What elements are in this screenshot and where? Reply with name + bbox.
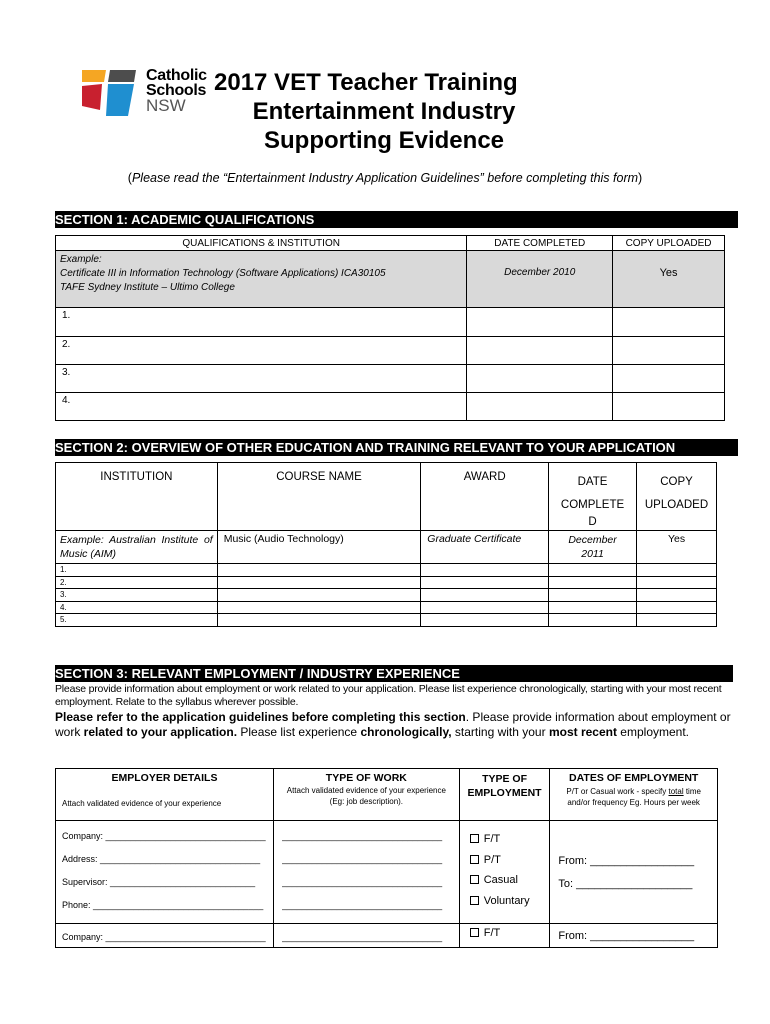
s2-example-copy: Yes bbox=[637, 531, 717, 564]
s3-entry-1-employment bbox=[459, 821, 550, 924]
s1-example-line1: Certificate III in Information Technology (Software Applications) ICA30105 bbox=[60, 268, 386, 279]
s2-row-1-award[interactable] bbox=[421, 564, 549, 577]
s1-example-date: December 2010 bbox=[467, 251, 613, 308]
s3-header-employment: TYPE OF EMPLOYMENT bbox=[459, 769, 550, 821]
title-line-3: Supporting Evidence bbox=[263, 127, 505, 154]
type-of-work-line-1[interactable]: ________________________________ bbox=[281, 831, 443, 841]
s1-row-2-date[interactable] bbox=[467, 337, 613, 365]
s3-entry-1-dates bbox=[550, 821, 718, 924]
checkbox-icon bbox=[470, 928, 479, 937]
date-from-field-2[interactable]: From: _________________ bbox=[558, 930, 695, 942]
checkbox-icon bbox=[470, 834, 479, 843]
option-ft-2[interactable]: F/T bbox=[470, 925, 550, 943]
type-of-work-line-2[interactable]: ________________________________ bbox=[281, 854, 443, 864]
s2-row-5-date[interactable] bbox=[549, 614, 637, 627]
date-to-field[interactable]: To: ___________________ bbox=[558, 878, 693, 890]
s3-header-type: TYPE OF WORK Attach validated evidence of your experience (Eg: job description). bbox=[273, 769, 459, 821]
s1-example-line2: TAFE Sydney Institute – Ultimo College bbox=[60, 282, 235, 293]
s1-header-copy: COPY UPLOADED bbox=[613, 236, 725, 251]
s1-row-1-copy[interactable] bbox=[613, 308, 725, 337]
s1-header-date: DATE COMPLETED bbox=[467, 236, 613, 251]
supervisor-field[interactable]: Supervisor: _____________________________ bbox=[62, 877, 256, 887]
s2-row-2-date[interactable] bbox=[549, 576, 637, 589]
s1-row-3[interactable]: 3. bbox=[56, 365, 467, 393]
s3-header-employer: EMPLOYER DETAILS Attach validated evidence of your experience bbox=[56, 769, 274, 821]
s1-row-3-copy[interactable] bbox=[613, 365, 725, 393]
option-casual[interactable]: Casual bbox=[470, 870, 550, 891]
s2-row-2[interactable]: 2. bbox=[56, 576, 218, 589]
section3-table bbox=[55, 768, 718, 948]
s2-row-1-date[interactable] bbox=[549, 564, 637, 577]
s1-row-2[interactable]: 2. bbox=[56, 337, 467, 365]
logo-line-schools: Schools bbox=[146, 82, 207, 99]
s2-header-copy: COPY UPLOADED bbox=[637, 463, 717, 531]
s2-row-2-award[interactable] bbox=[421, 576, 549, 589]
phone-field[interactable]: Phone: __________________________________ bbox=[62, 900, 264, 910]
title-line-2: Entertainment Industry bbox=[252, 98, 516, 125]
section2-table bbox=[55, 462, 717, 627]
section2-heading: SECTION 2: OVERVIEW OF OTHER EDUCATION AND TRAINING RELEVANT TO YOUR APPLICATION bbox=[55, 439, 738, 456]
s2-row-1-course[interactable] bbox=[217, 564, 421, 577]
catholic-schools-logo bbox=[80, 68, 216, 118]
s1-row-1[interactable]: 1. bbox=[56, 308, 467, 337]
s2-example-institution: Example: Australian Institute of Music (AIM) bbox=[56, 531, 218, 564]
s1-row-3-date[interactable] bbox=[467, 365, 613, 393]
checkbox-icon bbox=[470, 855, 479, 864]
s2-header-date: DATE COMPLETE D bbox=[549, 463, 637, 531]
checkbox-icon bbox=[470, 875, 479, 884]
section3-intro-bold: Please refer to the application guidelines before completing this section. Please provide information about employment or work related to your application. Please list experience chronologically, starting with your most recent employment. bbox=[55, 710, 731, 739]
title-line-1: 2017 VET Teacher Training bbox=[214, 69, 518, 96]
s1-example-copy: Yes bbox=[613, 251, 725, 308]
date-from-field[interactable]: From: _________________ bbox=[558, 855, 695, 867]
s2-example-date: December 2011 bbox=[549, 531, 637, 564]
section1-heading: SECTION 1: ACADEMIC QUALIFICATIONS bbox=[55, 211, 738, 228]
instruction-note: (Please read the “Entertainment Industry Application Guidelines” before completing this form) bbox=[127, 171, 643, 185]
s2-header-institution: INSTITUTION bbox=[56, 463, 218, 531]
s2-example-award: Graduate Certificate bbox=[421, 531, 549, 564]
s1-example-cell: Example: Certificate III in Information Technology (Software Applications) ICA30105 TAFE Sydney Institute – Ultimo College bbox=[56, 251, 467, 308]
s2-row-4-copy[interactable] bbox=[637, 601, 717, 614]
s2-row-3[interactable]: 3. bbox=[56, 589, 218, 602]
company-field[interactable]: Company: ________________________________ bbox=[62, 831, 266, 841]
logo-line-nsw: NSW bbox=[146, 96, 186, 115]
s2-row-1-copy[interactable] bbox=[637, 564, 717, 577]
logo-line-catholic: Catholic bbox=[146, 67, 207, 84]
s2-header-award: AWARD bbox=[421, 463, 549, 531]
page-title bbox=[214, 68, 554, 155]
s3-entry-2-type bbox=[273, 924, 459, 948]
s3-entry-2-employment bbox=[459, 924, 550, 948]
company-field-2[interactable]: Company: ________________________________ bbox=[62, 932, 266, 942]
option-ft[interactable]: F/T bbox=[470, 829, 550, 850]
section1-table bbox=[55, 235, 725, 421]
checkbox-icon bbox=[470, 896, 479, 905]
logo-mark-icon bbox=[80, 68, 142, 118]
type-of-work-line-3[interactable]: ________________________________ bbox=[281, 877, 443, 887]
s2-row-3-award[interactable] bbox=[421, 589, 549, 602]
s2-row-4-course[interactable] bbox=[217, 601, 421, 614]
s1-row-2-copy[interactable] bbox=[613, 337, 725, 365]
s1-row-4-copy[interactable] bbox=[613, 393, 725, 421]
section3-intro: Please provide information about employment or work related to your application. Please list experience chronologically, starting with your most recent employment. Relate to the syllabus wherever possible. bbox=[55, 683, 722, 708]
option-pt[interactable]: P/T bbox=[470, 850, 550, 871]
s3-entry-2-employer bbox=[56, 924, 274, 948]
s2-row-4-date[interactable] bbox=[549, 601, 637, 614]
instruction-note-text: Please read the “Entertainment Industry Application Guidelines” before completing this form bbox=[131, 171, 639, 185]
address-field[interactable]: Address: ________________________________ bbox=[62, 854, 261, 864]
s2-header-course: COURSE NAME bbox=[217, 463, 421, 531]
s2-example-course: Music (Audio Technology) bbox=[217, 531, 421, 564]
type-of-work-line-4[interactable]: ________________________________ bbox=[281, 900, 443, 910]
s2-row-2-course[interactable] bbox=[217, 576, 421, 589]
s1-row-4-date[interactable] bbox=[467, 393, 613, 421]
s2-row-2-copy[interactable] bbox=[637, 576, 717, 589]
s2-row-1[interactable]: 1. bbox=[56, 564, 218, 577]
s1-row-1-date[interactable] bbox=[467, 308, 613, 337]
s2-row-5-course[interactable] bbox=[217, 614, 421, 627]
s1-header-qualifications: QUALIFICATIONS & INSTITUTION bbox=[56, 236, 467, 251]
s2-row-5-copy[interactable] bbox=[637, 614, 717, 627]
s2-row-5[interactable]: 5. bbox=[56, 614, 218, 627]
s3-entry-1-employer bbox=[56, 821, 274, 924]
s2-row-3-copy[interactable] bbox=[637, 589, 717, 602]
s2-row-5-award[interactable] bbox=[421, 614, 549, 627]
s2-row-3-course[interactable] bbox=[217, 589, 421, 602]
s1-row-4[interactable]: 4. bbox=[56, 393, 467, 421]
s3-header-dates: DATES OF EMPLOYMENT P/T or Casual work - specify total time and/or frequency Eg. Hours per week bbox=[550, 769, 718, 821]
s2-row-3-date[interactable] bbox=[549, 589, 637, 602]
s2-row-4-award[interactable] bbox=[421, 601, 549, 614]
option-voluntary[interactable]: Voluntary bbox=[470, 891, 550, 912]
section3-heading: SECTION 3: RELEVANT EMPLOYMENT / INDUSTRY EXPERIENCE bbox=[55, 665, 733, 682]
s3-entry-2-dates bbox=[550, 924, 718, 948]
type-of-work-line-5[interactable]: ________________________________ bbox=[281, 932, 443, 942]
s3-entry-1-type bbox=[273, 821, 459, 924]
s2-row-4[interactable]: 4. bbox=[56, 601, 218, 614]
